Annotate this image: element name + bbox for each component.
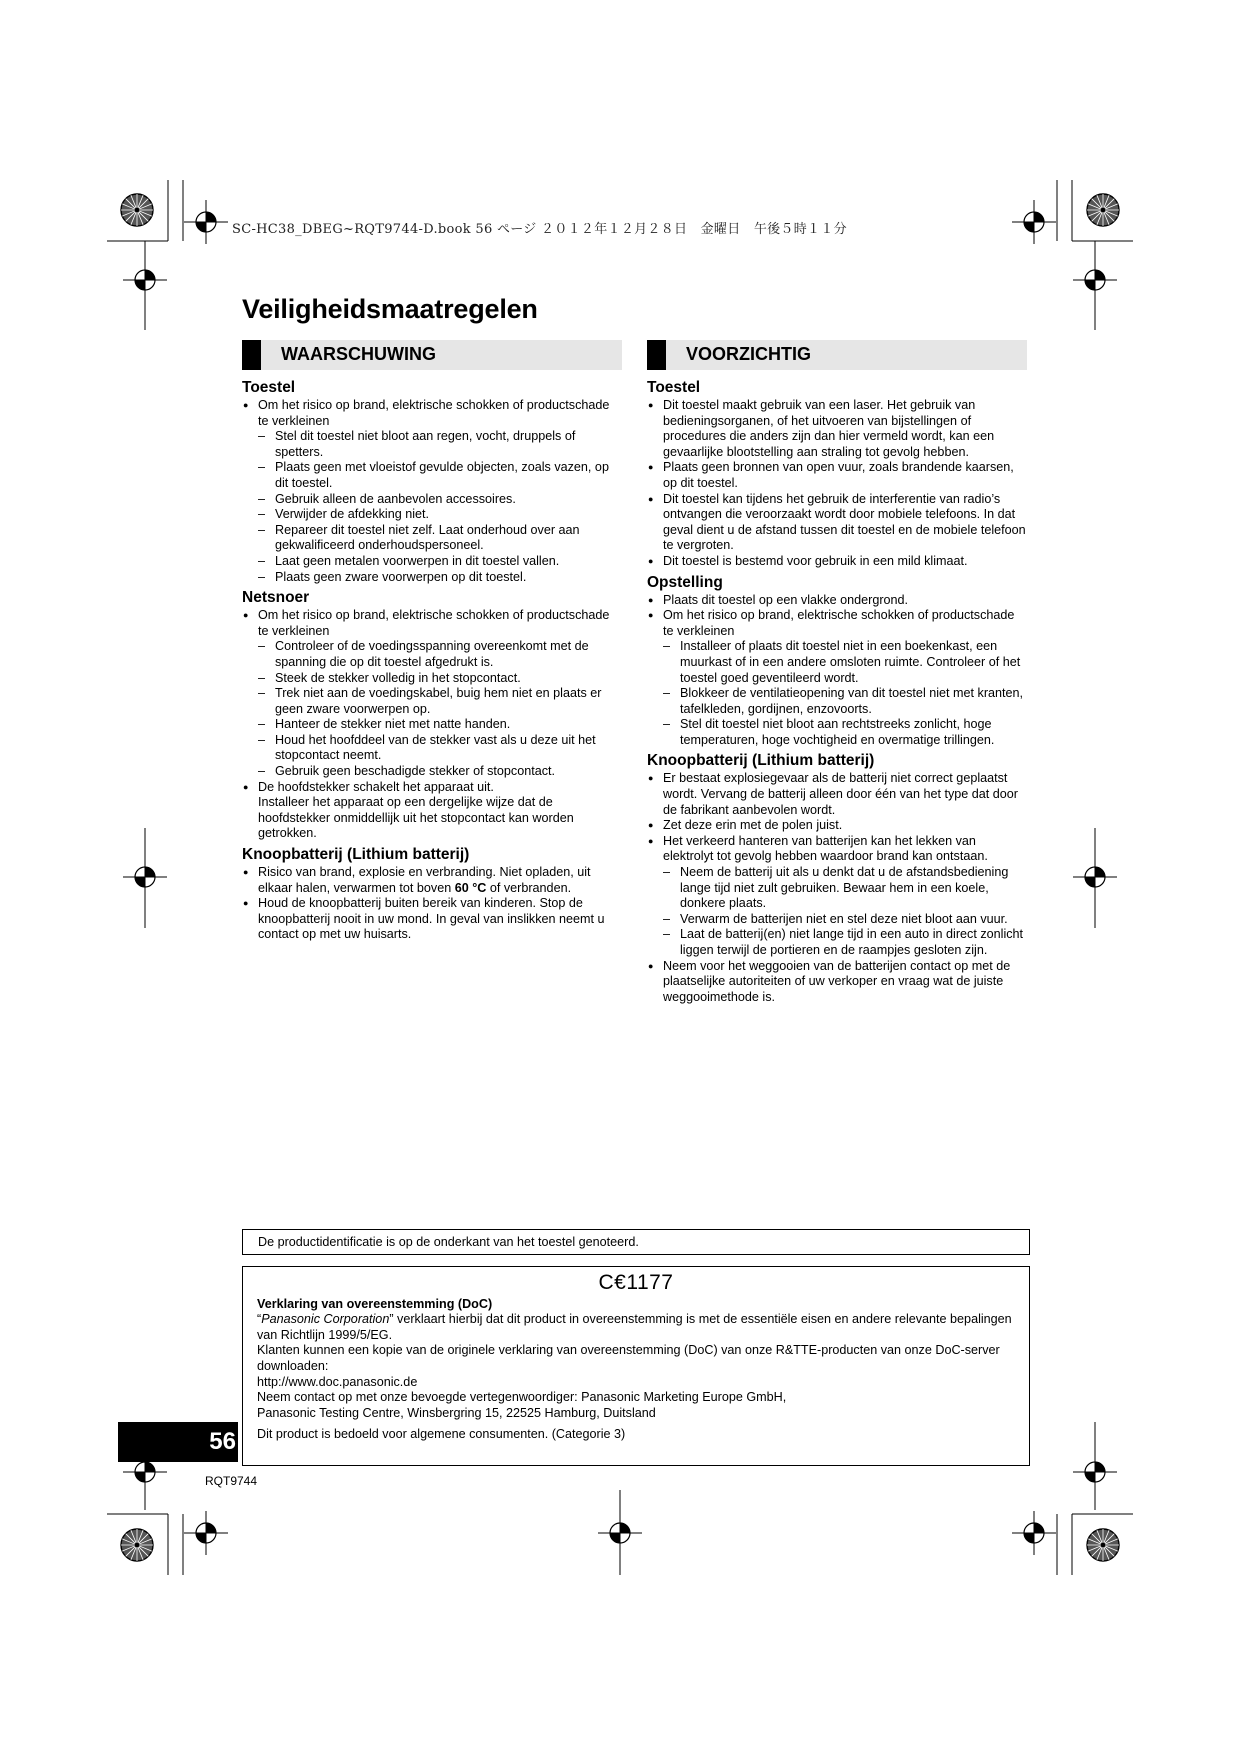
list-item: ● Plaats geen bronnen van open vuur, zoals brandende kaarsen, op dit toestel. (647, 460, 1027, 491)
caution-header-text: VOORZICHTIG (686, 344, 811, 364)
doc-code: RQT9744 (205, 1474, 258, 1488)
opstelling-heading: Opstelling (647, 573, 723, 591)
list-item: – Neem de batterij uit als u denkt dat u de afstandsbediening lange tijd niet zult gebruiken. Bewaar hem in een koele, donkere plaats. (647, 865, 1027, 912)
risk-text: Risico van brand, explosie en verbranding. Niet opladen, uit elkaar halen, verwarmen tot boven (258, 865, 591, 895)
list-item: – Steek de stekker volledig in het stopcontact. (242, 671, 622, 687)
list-item: – Stel dit toestel niet bloot aan rechtstreeks zonlicht, hoge temperaturen, hoge vochtigheid en overmatige trillingen. (647, 717, 1027, 748)
doc-category: Dit product is bedoeld voor algemene consumenten. (Categorie 3) (257, 1427, 626, 1442)
list-item: – Installeer of plaats dit toestel niet in een boekenkast, een muurkast of in een andere omsloten ruimte. Controleer of het toestel goed geventileerd wordt. (647, 639, 1027, 686)
toestel-heading: Toestel (242, 379, 296, 396)
list-item: ● Het verkeerd hanteren van batterijen kan het lekken van elektrolyt tot gevolg hebben waardoor brand kan ontstaan. (647, 834, 1027, 865)
warning-header-text: WAARSCHUWING (281, 344, 436, 364)
list-item: ● Om het risico op brand, elektrische schokken of productschade te verkleinen (647, 608, 1027, 639)
list-item: ● Dit toestel maakt gebruik van een laser. Het gebruik van bedieningsorganen, of het uitvoeren van bijstellingen of procedures die anders zijn dan hier vermeld wordt, kan een gevaarlijke blootstelling aan straling tot gevolg hebben. (647, 398, 1027, 460)
list-item: – Trek niet aan de voedingskabel, buig hem niet en plaats er geen zware voorwerpen op. (242, 686, 622, 717)
toestel-heading: Toestel (647, 379, 701, 396)
list-item: – Houd het hoofddeel van de stekker vast als u deze uit het stopcontact neemt. (242, 733, 622, 764)
list-item: ● Er bestaat explosiegevaar als de batterij niet correct geplaatst wordt. Vervang de batterij alleen door één van het type dat door de fabrikant aanbevolen wordt. (647, 771, 1027, 818)
list-item: ● De hoofdstekker schakelt het apparaat uit. (242, 780, 622, 796)
battery-heading: Knoopbatterij (Lithium batterij) (647, 752, 875, 770)
list-item: – Verwarm de batterijen niet en stel deze niet bloot aan vuur. (647, 912, 1027, 928)
list-item: – Controleer of de voedingsspanning overeenkomt met de spanning die op dit toestel afgedrukt is. (242, 639, 622, 670)
list-item: ● Houd de knoopbatterij buiten bereik van kinderen. Stop de knoopbatterij nooit in uw mond. In geval van inslikken neemt u contact op met uw huisarts. (242, 896, 622, 943)
list-item: – Stel dit toestel niet bloot aan regen, vocht, druppels of spetters. (242, 429, 622, 460)
netsnoer-heading: Netsnoer (242, 589, 310, 607)
page-number: 56 (209, 1428, 236, 1455)
list-item: – Gebruik alleen de aanbevolen accessoires. (242, 492, 622, 508)
ce-mark: C€1177 (598, 1271, 674, 1294)
list-item: – Repareer dit toestel niet zelf. Laat onderhoud over aan gekwalificeerd onderhoudspersoneel. (242, 523, 622, 554)
list-item: – Hanteer de stekker niet met natte handen. (242, 717, 622, 733)
page-title: Veiligheidsmaatregelen (242, 294, 538, 324)
list-item: – Laat geen metalen voorwerpen in dit toestel vallen. (242, 554, 622, 570)
list-item: ● Dit toestel kan tijdens het gebruik de interferentie van radio’s ontvangen die veroorzaakt wordt door mobiele telefoons. In dat geval dient u de afstand tussen dit toestel en de mobiele telefoon te vergroten. (647, 492, 1027, 554)
risk-text-end: of verbranden. (486, 880, 572, 895)
doc-copy-text: Klanten kunnen een kopie van de originele verklaring van overeenstemming (DoC) van onze R&TTE-producten van onze DoC-server downloaden: (257, 1343, 1000, 1373)
product-id-box: De productidentificatie is op de onderkant van het toestel genoteerd. (242, 1229, 1030, 1255)
list-item: ● Om het risico op brand, elektrische schokken of productschade te verkleinen (242, 398, 622, 429)
list-item: ● Dit toestel is bestemd voor gebruik in een mild klimaat. (647, 554, 1027, 570)
list-item: – Laat de batterij(en) niet lange tijd in een auto in direct zonlicht liggen terwijl de portieren en de raampjes gesloten zijn. (647, 927, 1027, 958)
doc-contact-1: Neem contact op met onze bevoegde vertegenwoordiger: Panasonic Marketing Europe GmbH, (257, 1390, 787, 1405)
battery-heading: Knoopbatterij (Lithium batterij) (242, 846, 470, 864)
print-header: SC-HC38_DBEG~RQT9744-D.book 56 ページ ２０１２年１２月２８日 金曜日 午後５時１１分 (232, 222, 847, 237)
quote-open: “ (257, 1312, 262, 1327)
list-item: ● Neem voor het weggooien van de batterijen contact op met de plaatselijke autoriteiten of uw verkoper en vraag wat de juiste weggooimethode is. (647, 959, 1027, 1006)
list-item: – Plaats geen zware voorwerpen op dit toestel. (242, 570, 622, 586)
doc-contact-2: Panasonic Testing Centre, Winsbergring 15, 22525 Hamburg, Duitsland (257, 1405, 656, 1420)
list-item: ● Plaats dit toestel op een vlakke ondergrond. (647, 593, 1027, 609)
risk-temperature: 60 °C (454, 880, 487, 895)
list-item: – Verwijder de afdekking niet. (242, 507, 622, 523)
list-item: – Blokkeer de ventilatieopening van dit toestel niet met kranten, tafelkleden, gordijnen, enzovoorts. (647, 686, 1027, 717)
list-item: – Plaats geen met vloeistof gevulde objecten, zoals vazen, op dit toestel. (242, 460, 622, 491)
list-item: ● Zet deze erin met de polen juist. (647, 818, 1027, 834)
list-item: ● Om het risico op brand, elektrische schokken of productschade te verkleinen (242, 608, 622, 639)
doc-title: Verklaring van overeenstemming (DoC) (257, 1296, 493, 1311)
list-item-continuation: Installeer het apparaat op een dergelijke wijze dat de hoofdstekker onmiddellijk uit het stopcontact kan worden getrokken. (258, 795, 574, 841)
statement-text: ” verklaart hierbij dat dit product in overeenstemming is met de essentiële eisen en andere relevante bepalingen van Richtlijn 1999/5/EG. (257, 1312, 1012, 1342)
doc-url: http://www.doc.panasonic.de (257, 1374, 418, 1389)
list-item: – Gebruik geen beschadigde stekker of stopcontact. (242, 764, 622, 780)
company-name: Panasonic Corporation (261, 1312, 390, 1327)
